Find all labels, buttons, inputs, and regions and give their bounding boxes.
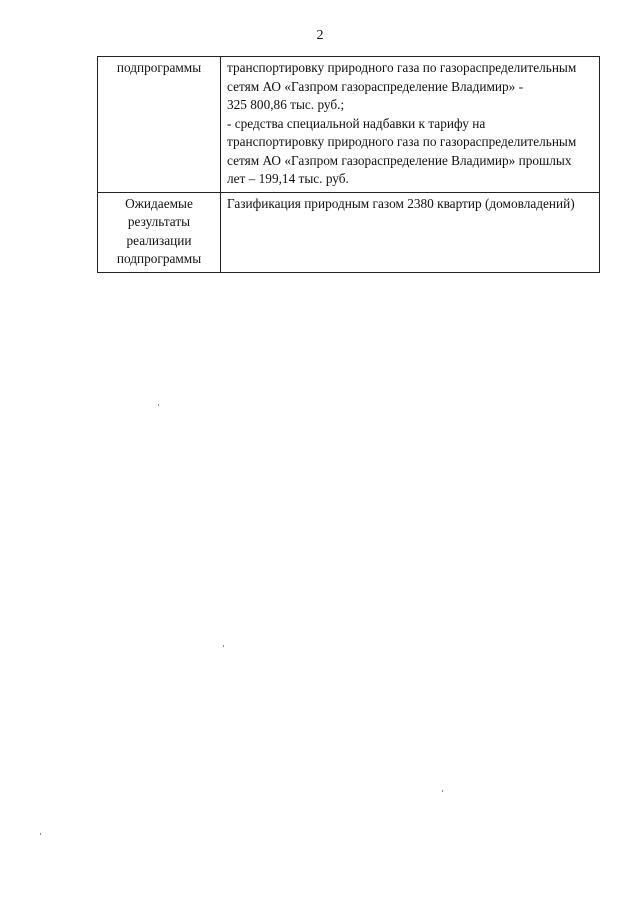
scan-speck xyxy=(223,645,224,647)
row-label-line: подпрограммы xyxy=(116,251,202,266)
funding-line: лет – 199,14 тыс. руб. xyxy=(227,171,349,186)
expected-results-text: Газификация природным газом 2380 квартир (домовладений) xyxy=(227,195,575,211)
table-row-funding xyxy=(98,57,600,193)
funding-line: транспортировку природного газа по газораспределительным xyxy=(227,134,577,149)
funding-line: сетям АО «Газпром газораспределение Владимир» прошлых xyxy=(227,152,572,168)
row-label-expected-results xyxy=(98,192,221,272)
row-label-text: подпрограммы xyxy=(116,60,202,75)
funding-line: транспортировку природного газа по газораспределительным xyxy=(227,60,577,75)
table-row-expected-results xyxy=(98,192,600,272)
row-label-line: Ожидаемые xyxy=(125,195,193,211)
program-passport-table xyxy=(97,56,600,273)
funding-line: сетям АО «Газпром газораспределение Владимир» - xyxy=(227,78,524,94)
expected-results-cell xyxy=(221,192,600,272)
page-number: 2 xyxy=(316,28,324,43)
scan-speck xyxy=(158,404,159,406)
row-label-line: реализации xyxy=(126,232,192,248)
row-label-funding xyxy=(98,57,221,193)
row-label-line: результаты xyxy=(127,214,191,229)
funding-line: - средства специальной надбавки к тарифу на xyxy=(227,115,486,131)
funding-details-cell xyxy=(221,57,600,193)
scan-speck xyxy=(40,833,41,835)
funding-line: 325 800,86 тыс. руб.; xyxy=(227,97,345,112)
scan-speck xyxy=(442,790,443,792)
